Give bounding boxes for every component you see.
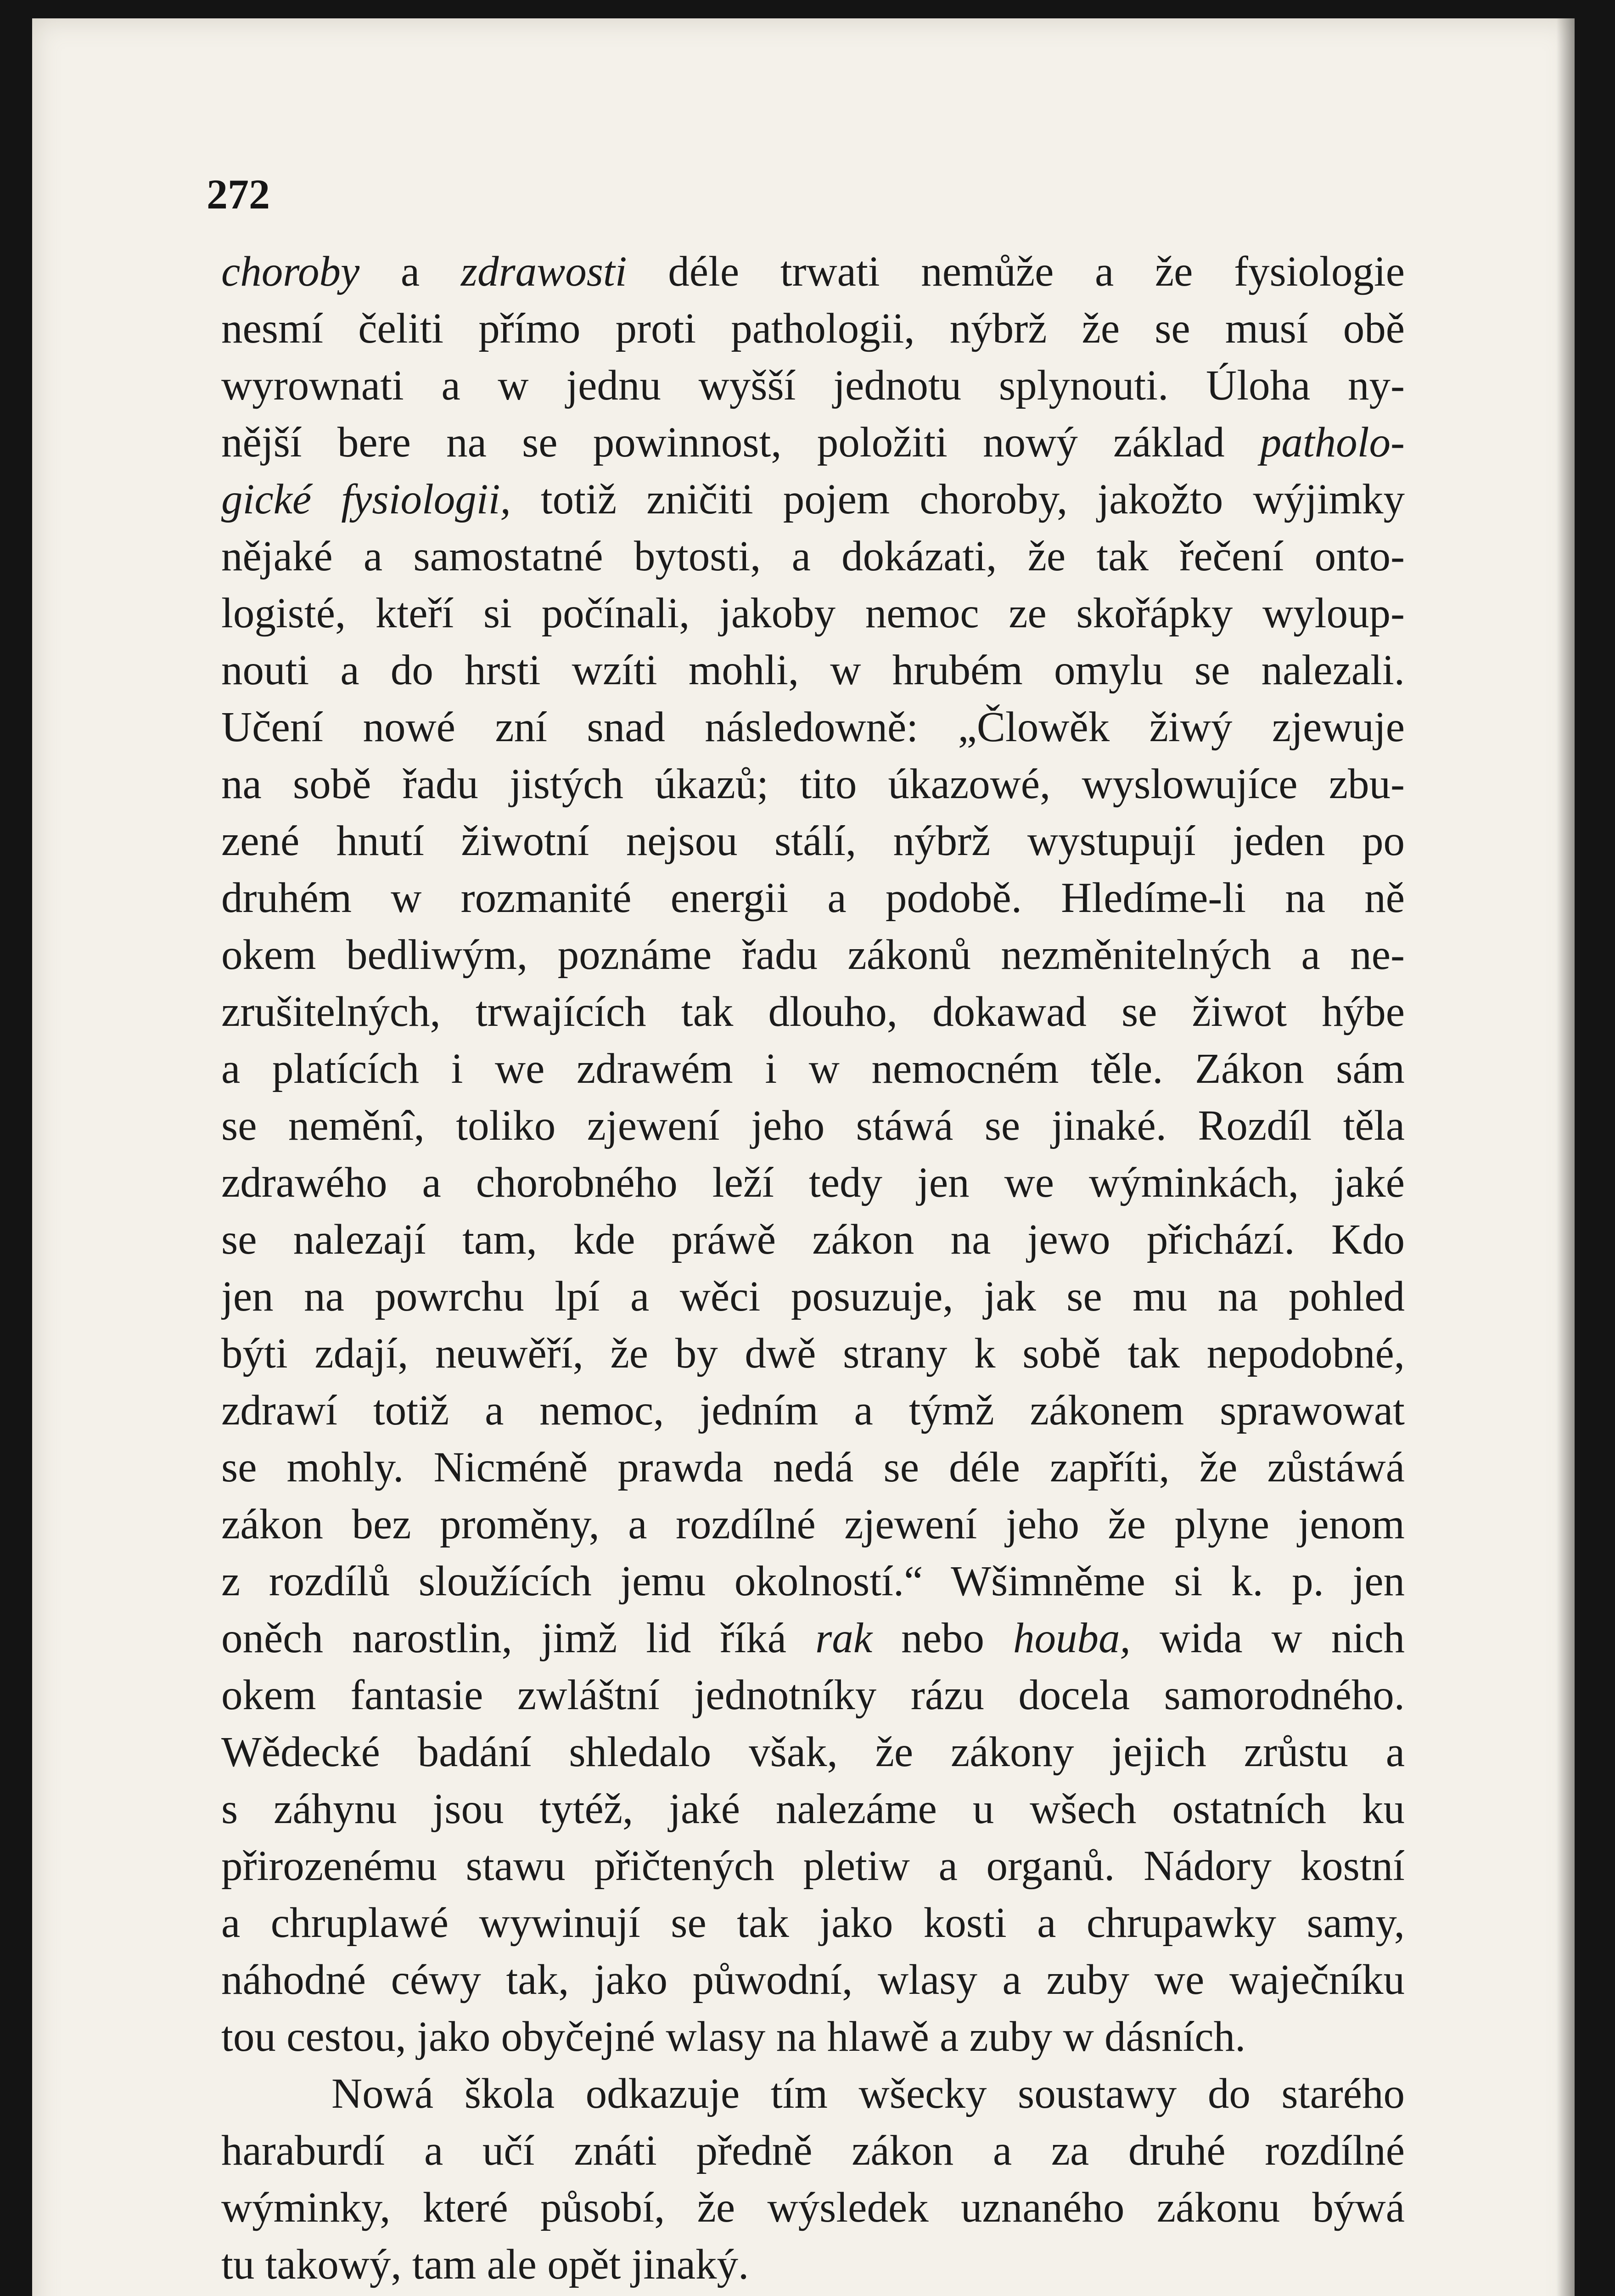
- text-segment: zrušitelných, trwajících tak dlouho, dokawad se žiwot hýbe: [221, 988, 1405, 1035]
- text-segment: zákon bez proměny, a rozdílné zjewení jeho že plyne jenom: [221, 1501, 1405, 1548]
- text-segment: nebo: [872, 1615, 1014, 1662]
- text-line: [221, 642, 1405, 699]
- text-line: [221, 813, 1405, 870]
- text-line: [221, 1154, 1405, 1211]
- text-segment: Wědecké badání shledalo však, že zákony jejich zrůstu a: [221, 1728, 1405, 1776]
- text-line: [221, 414, 1405, 471]
- text-segment: býti zdají, neuwěří, že by dwě strany k sobě tak nepodobné,: [221, 1330, 1405, 1377]
- text-segment: totiž zničiti pojem choroby, jakožto wýjimky: [510, 476, 1405, 523]
- text-line: [221, 870, 1405, 927]
- text-segment: logisté, kteří si počínali, jakoby nemoc ze skořápky wyloup-: [221, 590, 1405, 637]
- text-segment: tou cestou, jako obyčejné wlasy na hlawě a zuby w dásních.: [221, 2013, 1246, 2060]
- text-line: [221, 1382, 1405, 1439]
- text-line: [221, 984, 1405, 1041]
- text-line: [221, 471, 1405, 528]
- text-line: [221, 2065, 1405, 2122]
- page-edge-shadow: [1556, 18, 1575, 2296]
- text-line: [221, 2122, 1405, 2179]
- text-segment: se nalezají tam, kde práwě zákon na jewo přichází. Kdo: [221, 1216, 1405, 1263]
- italic-term: rak: [815, 1615, 873, 1662]
- text-line: [221, 699, 1405, 756]
- text-segment: náhodné céwy tak, jako půwodní, wlasy a zuby we waječníku: [221, 1956, 1405, 2003]
- text-line: [221, 1952, 1405, 2009]
- text-line: [221, 927, 1405, 984]
- text-segment: zené hnutí žiwotní nejsou stálí, nýbrž wystupují jeden po: [221, 817, 1405, 865]
- text-segment: nější bere na se powinnost, položiti nowý základ: [221, 419, 1260, 466]
- text-line: [221, 1610, 1405, 1667]
- text-segment: oněch narostlin, jimž lid říká: [221, 1615, 816, 1662]
- text-line: [221, 2179, 1405, 2236]
- text-segment: z rozdílů sloužících jemu okolností.“ Wšimněme si k. p. jen: [221, 1558, 1405, 1605]
- text-segment: na sobě řadu jistých úkazů; tito úkazowé, wyslowujíce zbu-: [221, 760, 1405, 808]
- text-line: [221, 1553, 1405, 1610]
- text-segment: haraburdí a učí znáti předně zákon a za druhé rozdílné: [221, 2127, 1405, 2174]
- text-segment: wida w nich: [1130, 1615, 1405, 1662]
- body-text: [221, 243, 1405, 2293]
- book-page: [32, 18, 1575, 2296]
- text-line: [221, 1895, 1405, 1952]
- text-line: [221, 300, 1405, 357]
- text-segment: a: [359, 248, 461, 295]
- text-line: [221, 528, 1405, 585]
- text-line: [221, 1325, 1405, 1382]
- text-line: [221, 1041, 1405, 1097]
- text-segment: nějaké a samostatné bytosti, a dokázati, že tak řečení onto-: [221, 533, 1405, 580]
- italic-term: zdrawosti: [460, 248, 627, 295]
- text-line: [221, 1439, 1405, 1496]
- text-segment: s záhynu jsou tytéž, jaké nalezáme u wšech ostatních ku: [221, 1785, 1405, 1833]
- text-segment: nouti a do hrsti wzíti mohli, w hrubém omylu se nalezali.: [221, 647, 1405, 694]
- text-line: [221, 357, 1405, 414]
- text-segment: zdrawého a chorobného leží tedy jen we wýminkách, jaké: [221, 1159, 1405, 1206]
- text-line: [221, 756, 1405, 813]
- text-line: [221, 2236, 1405, 2293]
- text-line: [221, 1496, 1405, 1553]
- text-line: [221, 1097, 1405, 1154]
- text-segment: Nowá škola odkazuje tím wšecky soustawy do starého: [331, 2070, 1405, 2117]
- text-line: [221, 2009, 1405, 2065]
- italic-term: gické fysiologii,: [221, 476, 511, 523]
- text-segment: wyrownati a w jednu wyšší jednotu splynouti. Úloha ny-: [221, 362, 1405, 409]
- text-segment: okem fantasie zwláštní jednotníky rázu docela samorodného.: [221, 1671, 1405, 1719]
- italic-term: houba,: [1013, 1615, 1131, 1662]
- text-segment: Učení nowé zní snad následowně: „Člowěk žiwý zjewuje: [221, 703, 1405, 751]
- text-segment: zdrawí totiž a nemoc, jedním a týmž zákonem sprawowat: [221, 1387, 1405, 1434]
- text-segment: jen na powrchu lpí a wěci posuzuje, jak se mu na pohled: [221, 1273, 1405, 1320]
- text-line: [221, 1724, 1405, 1781]
- text-line: [221, 1838, 1405, 1895]
- italic-term: choroby: [221, 248, 360, 295]
- text-segment: se mohly. Nicméně prawda nedá se déle zapříti, že zůstáwá: [221, 1444, 1405, 1491]
- text-line: [221, 1268, 1405, 1325]
- italic-term: patholo-: [1260, 419, 1405, 466]
- text-segment: tu takowý, tam ale opět jinaký.: [221, 2241, 749, 2288]
- text-segment: se neměnî, toliko zjewení jeho stáwá se jinaké. Rozdíl těla: [221, 1102, 1405, 1149]
- text-segment: nesmí čeliti přímo proti pathologii, nýbrž že se musí obě: [221, 305, 1405, 352]
- text-segment: déle trwati nemůže a že fysiologie: [627, 248, 1405, 295]
- text-line: [221, 1667, 1405, 1724]
- text-line: [221, 1211, 1405, 1268]
- text-line: [221, 1781, 1405, 1838]
- page-number: 272: [207, 171, 270, 218]
- text-segment: a platících i we zdrawém i w nemocném těle. Zákon sám: [221, 1045, 1405, 1092]
- text-segment: wýminky, které působí, že wýsledek uznaného zákonu býwá: [221, 2184, 1405, 2231]
- text-segment: přirozenému stawu přičtených pletiw a organů. Nádory kostní: [221, 1842, 1405, 1890]
- text-segment: druhém w rozmanité energii a podobě. Hledíme-li na ně: [221, 874, 1405, 922]
- text-segment: okem bedliwým, poznáme řadu zákonů nezměnitelných a ne-: [221, 931, 1405, 979]
- text-line: [221, 585, 1405, 642]
- text-line: [221, 243, 1405, 300]
- text-segment: a chruplawé wywinují se tak jako kosti a chrupawky samy,: [221, 1899, 1405, 1947]
